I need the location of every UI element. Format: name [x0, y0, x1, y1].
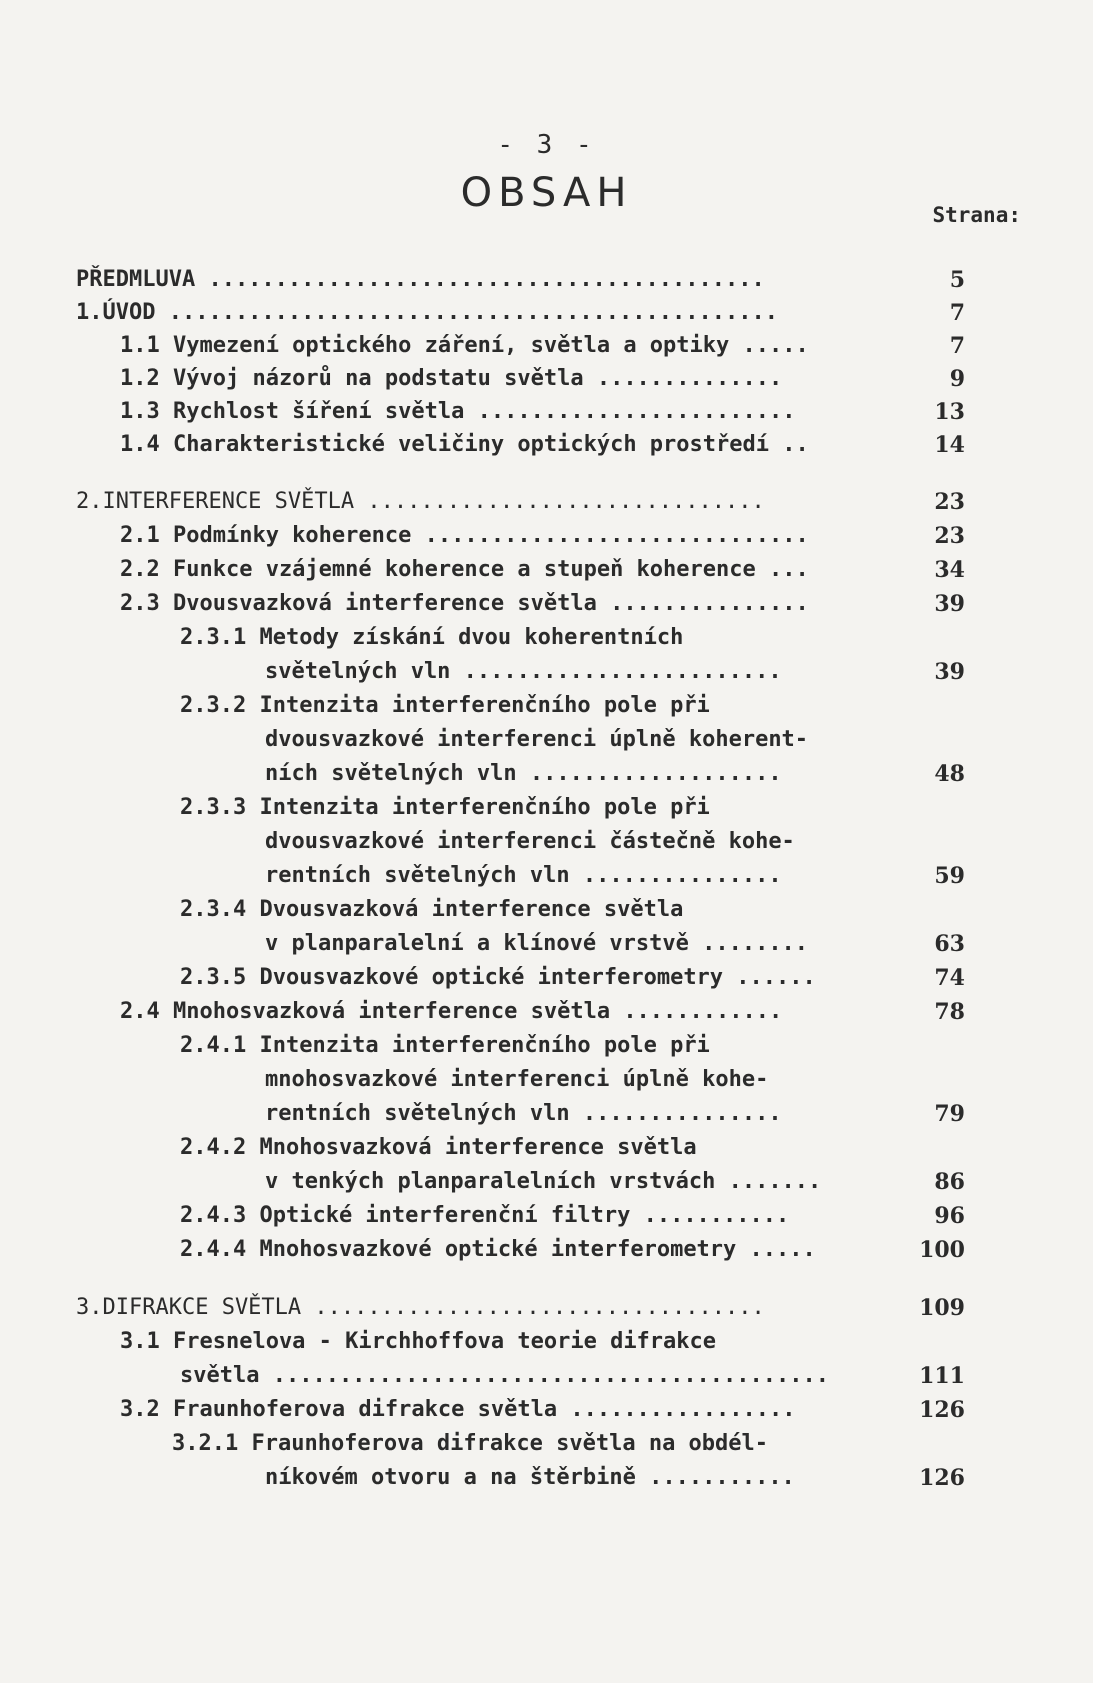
toc-entry-text: ních světelných vln ................... — [265, 761, 782, 786]
toc-entry-page: 86 — [934, 1169, 965, 1195]
toc-entry-text: 2.3.2 Intenzita interferenčního pole při — [180, 693, 710, 718]
toc-entry — [0, 1358, 1093, 1394]
toc-entry-text: 1.2 Vývoj názorů na podstatu světla .............. — [120, 366, 783, 391]
toc-entry-page: 23 — [934, 489, 965, 515]
toc-entry-page: 59 — [934, 863, 965, 889]
toc-entry — [0, 960, 1093, 996]
toc-entry-page: 109 — [919, 1295, 965, 1321]
toc-entry — [0, 1426, 1093, 1462]
toc-entry-page: 78 — [934, 999, 965, 1025]
toc-entry-text: 2.4.1 Intenzita interferenčního pole při — [180, 1033, 710, 1058]
toc-entry — [0, 295, 1093, 331]
toc-entry — [0, 892, 1093, 928]
toc-entry-text: 1.4 Charakteristické veličiny optických prostředí .. — [120, 432, 809, 457]
toc-entry — [0, 858, 1093, 894]
toc-entry-text: rentních světelných vln ............... — [265, 863, 782, 888]
toc-entry — [0, 427, 1093, 463]
toc-entry — [0, 1096, 1093, 1132]
toc-entry — [0, 722, 1093, 758]
toc-entry — [0, 790, 1093, 826]
toc-entry — [0, 552, 1093, 588]
toc-entry-text: 2.3 Dvousvazková interference světla ............... — [120, 591, 809, 616]
toc-entry-text: rentních světelných vln ............... — [265, 1101, 782, 1126]
toc-entry-page: 9 — [949, 366, 965, 392]
toc-entry — [0, 1232, 1093, 1268]
toc-entry-text: 3.2 Fraunhoferova difrakce světla ................. — [120, 1397, 796, 1422]
toc-entry-page: 126 — [919, 1465, 965, 1491]
page-column-label: Strana: — [932, 203, 1021, 227]
toc-entry-page: 13 — [934, 399, 965, 425]
toc-entry — [0, 1324, 1093, 1360]
toc-entry-text: 2.4.2 Mnohosvazková interference světla — [180, 1135, 697, 1160]
page-number: - 3 - — [497, 130, 596, 160]
toc-entry-page: 79 — [934, 1101, 965, 1127]
toc-entry-text: 2.4.4 Mnohosvazkové optické interferometry ..... — [180, 1237, 816, 1262]
toc-entry-text: 3.2.1 Fraunhoferova difrakce světla na obdél- — [172, 1431, 769, 1456]
toc-entry — [0, 654, 1093, 690]
toc-entry — [0, 1028, 1093, 1064]
toc-entry — [0, 1130, 1093, 1166]
toc-entry — [0, 994, 1093, 1030]
page-title: OBSAH — [460, 170, 633, 216]
toc-entry-text: dvousvazkové interferenci částečně kohe- — [265, 829, 795, 854]
toc-entry — [0, 394, 1093, 430]
toc-entry-page: 34 — [934, 557, 965, 583]
toc-entry-page: 126 — [919, 1397, 965, 1423]
toc-entry — [0, 688, 1093, 724]
toc-entry — [0, 1460, 1093, 1496]
toc-entry — [0, 1392, 1093, 1428]
toc-entry-text: světelných vln ........................ — [265, 659, 782, 684]
toc-entry-page: 5 — [949, 267, 965, 293]
toc-entry — [0, 484, 1093, 520]
toc-entry-text: 2.3.1 Metody získání dvou koherentních — [180, 625, 684, 650]
toc-entry — [0, 262, 1093, 298]
toc-entry-text: 2.1 Podmínky koherence ............................. — [120, 523, 809, 548]
toc-entry-page: 96 — [934, 1203, 965, 1229]
toc-entry — [0, 620, 1093, 656]
toc-entry-text: světla .......................................... — [180, 1363, 830, 1388]
toc-entry-page: 100 — [919, 1237, 965, 1263]
toc-entry-text: mnohosvazkové interferenci úplně kohe- — [265, 1067, 769, 1092]
toc-entry-page: 23 — [934, 523, 965, 549]
toc-entry — [0, 824, 1093, 860]
toc-entry-text: v tenkých planparalelních vrstvách ....... — [265, 1169, 822, 1194]
toc-entry — [0, 1290, 1093, 1326]
toc-entry-text: 2.4.3 Optické interferenční filtry ........... — [180, 1203, 790, 1228]
toc-entry-text: PŘEDMLUVA .......................................... — [76, 267, 765, 292]
toc-entry-text: níkovém otvoru a na štěrbině ........... — [265, 1465, 795, 1490]
toc-entry — [0, 926, 1093, 962]
toc-entry-text: 2.INTERFERENCE SVĚTLA .............................. — [76, 489, 765, 514]
toc-entry-page: 39 — [934, 591, 965, 617]
toc-entry — [0, 1164, 1093, 1200]
toc-entry-page: 14 — [934, 432, 965, 458]
toc-entry — [0, 361, 1093, 397]
toc-entry — [0, 518, 1093, 554]
toc-entry-page: 7 — [949, 300, 965, 326]
toc-entry-text: 1.1 Vymezení optického záření, světla a optiky ..... — [120, 333, 809, 358]
toc-entry-text: 2.2 Funkce vzájemné koherence a stupeň koherence ... — [120, 557, 809, 582]
toc-entry-text: 3.1 Fresnelova - Kirchhoffova teorie difrakce — [120, 1329, 717, 1354]
toc-entry-page: 39 — [934, 659, 965, 685]
toc-entry-text: 1.3 Rychlost šíření světla ........................ — [120, 399, 796, 424]
toc-entry — [0, 586, 1093, 622]
toc-entry-text: 1.ÚVOD .............................................. — [76, 300, 778, 325]
toc-entry-text: dvousvazkové interferenci úplně koherent- — [265, 727, 809, 752]
toc-entry-page: 48 — [934, 761, 965, 787]
toc-entry — [0, 756, 1093, 792]
toc-entry-text: 2.3.4 Dvousvazková interference světla — [180, 897, 684, 922]
toc-entry — [0, 1062, 1093, 1098]
toc-entry-text: 2.3.5 Dvousvazkové optické interferometry ...... — [180, 965, 816, 990]
toc-entry-text: v planparalelní a klínové vrstvě ........ — [265, 931, 809, 956]
toc-entry — [0, 328, 1093, 364]
toc-entry-text: 2.4 Mnohosvazková interference světla ............ — [120, 999, 783, 1024]
toc-entry-page: 74 — [934, 965, 965, 991]
toc-entry-page: 63 — [934, 931, 965, 957]
toc-entry-text: 3.DIFRAKCE SVĚTLA .................................. — [76, 1295, 765, 1320]
toc-entry-text: 2.3.3 Intenzita interferenčního pole při — [180, 795, 710, 820]
toc-entry-page: 7 — [949, 333, 965, 359]
toc-entry — [0, 1198, 1093, 1234]
toc-entry-page: 111 — [919, 1363, 965, 1389]
